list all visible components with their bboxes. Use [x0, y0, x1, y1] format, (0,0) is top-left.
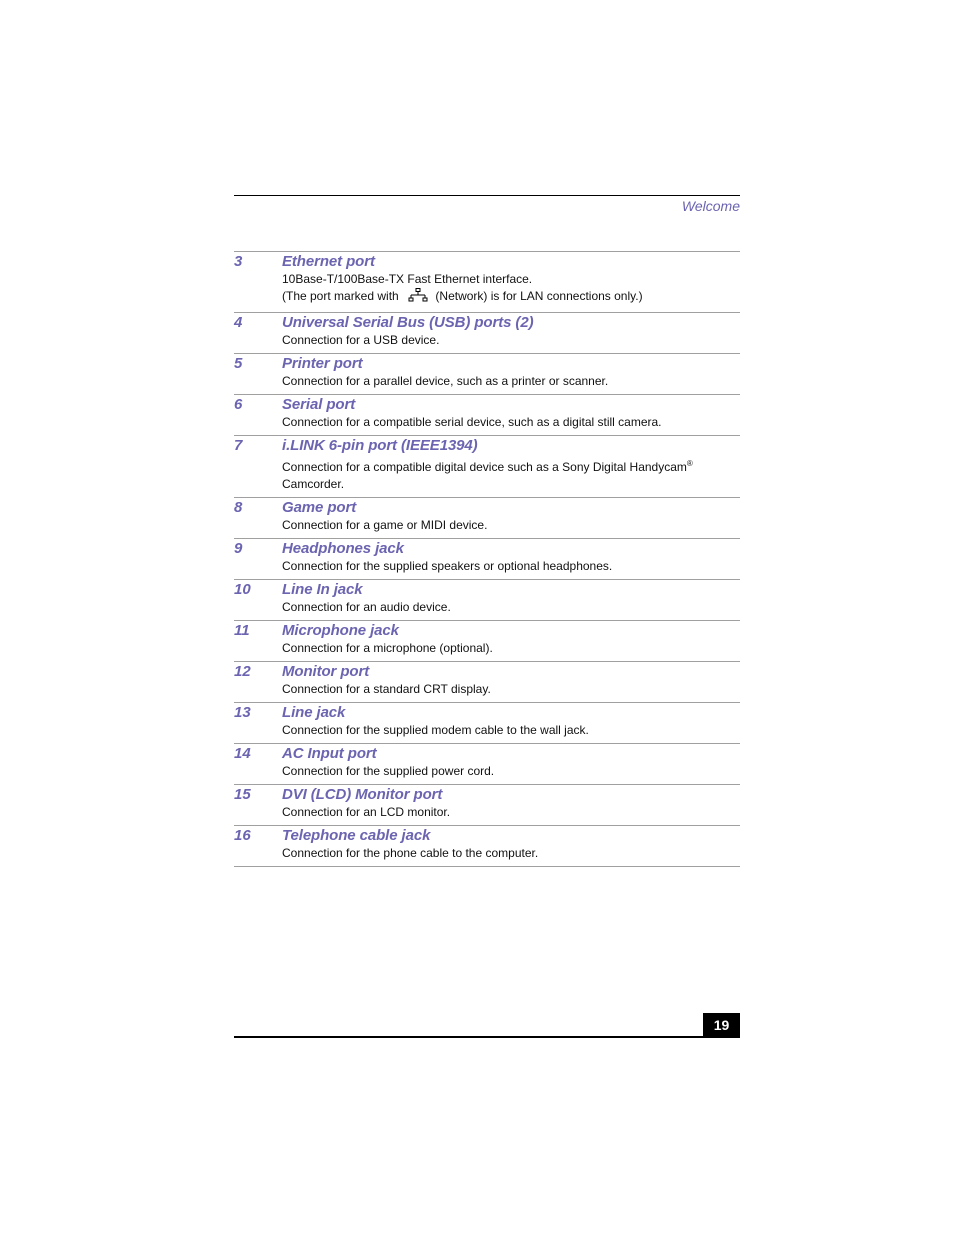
- item-description: Connection for a microphone (optional).: [282, 641, 493, 655]
- page-number: 19: [703, 1013, 740, 1037]
- item-title: Monitor port: [282, 663, 370, 680]
- list-item: [234, 251, 740, 312]
- list-item: [234, 538, 740, 579]
- item-number: 10: [234, 581, 251, 598]
- item-number: 9: [234, 540, 243, 557]
- item-description: Connection for the supplied modem cable to the wall jack.: [282, 723, 589, 737]
- list-item: [234, 435, 740, 497]
- list-item: [234, 825, 740, 867]
- header-rule: [234, 195, 740, 196]
- port-list: [234, 251, 740, 867]
- item-title: Universal Serial Bus (USB) ports (2): [282, 314, 534, 331]
- list-item: [234, 579, 740, 620]
- item-description: 10Base-T/100Base-TX Fast Ethernet interface. (The port marked with (Network) is for LAN connections only.): [282, 271, 740, 308]
- item-number: 14: [234, 745, 251, 762]
- item-number: 12: [234, 663, 251, 680]
- item-description: Connection for a compatible digital device such as a Sony Digital Handycam® Camcorder.: [282, 459, 693, 491]
- list-item: [234, 620, 740, 661]
- item-title: Telephone cable jack: [282, 827, 431, 844]
- list-item: [234, 394, 740, 435]
- item-number: 5: [234, 355, 243, 372]
- footer-rule: [234, 1036, 740, 1038]
- item-number: 6: [234, 396, 243, 413]
- item-number: 8: [234, 499, 243, 516]
- item-title: Microphone jack: [282, 622, 399, 639]
- item-description: Connection for the supplied power cord.: [282, 764, 495, 778]
- list-item: [234, 497, 740, 538]
- item-description: Connection for a compatible serial device, such as a digital still camera.: [282, 415, 662, 429]
- network-icon: [408, 288, 428, 308]
- item-description: Connection for an audio device.: [282, 600, 451, 614]
- item-title: Line In jack: [282, 581, 363, 598]
- item-number: 13: [234, 704, 251, 721]
- item-description: Connection for a parallel device, such as a printer or scanner.: [282, 374, 609, 388]
- item-title: i.LINK 6-pin port (IEEE1394): [282, 437, 478, 454]
- item-title: Game port: [282, 499, 357, 516]
- item-description: Connection for an LCD monitor.: [282, 805, 451, 819]
- item-description: Connection for the phone cable to the computer.: [282, 846, 539, 860]
- item-description: Connection for a standard CRT display.: [282, 682, 491, 696]
- list-item: [234, 784, 740, 825]
- item-title: Ethernet port: [282, 253, 375, 270]
- section-label: Welcome: [681, 198, 740, 214]
- list-item: [234, 702, 740, 743]
- item-number: 3: [234, 253, 243, 270]
- item-number: 7: [234, 437, 243, 454]
- list-item: [234, 743, 740, 784]
- list-item: [234, 353, 740, 394]
- item-number: 11: [234, 622, 250, 639]
- item-title: Printer port: [282, 355, 363, 372]
- item-description: Connection for a game or MIDI device.: [282, 518, 488, 532]
- list-item: [234, 312, 740, 353]
- item-description: Connection for the supplied speakers or optional headphones.: [282, 559, 613, 573]
- item-title: Serial port: [282, 396, 356, 413]
- item-title: DVI (LCD) Monitor port: [282, 786, 443, 803]
- list-item: [234, 661, 740, 702]
- item-number: 15: [234, 786, 251, 803]
- item-title: AC Input port: [282, 745, 377, 762]
- item-description: Connection for a USB device.: [282, 333, 440, 347]
- item-title: Line jack: [282, 704, 346, 721]
- item-number: 4: [234, 314, 243, 331]
- item-title: Headphones jack: [282, 540, 404, 557]
- item-number: 16: [234, 827, 251, 844]
